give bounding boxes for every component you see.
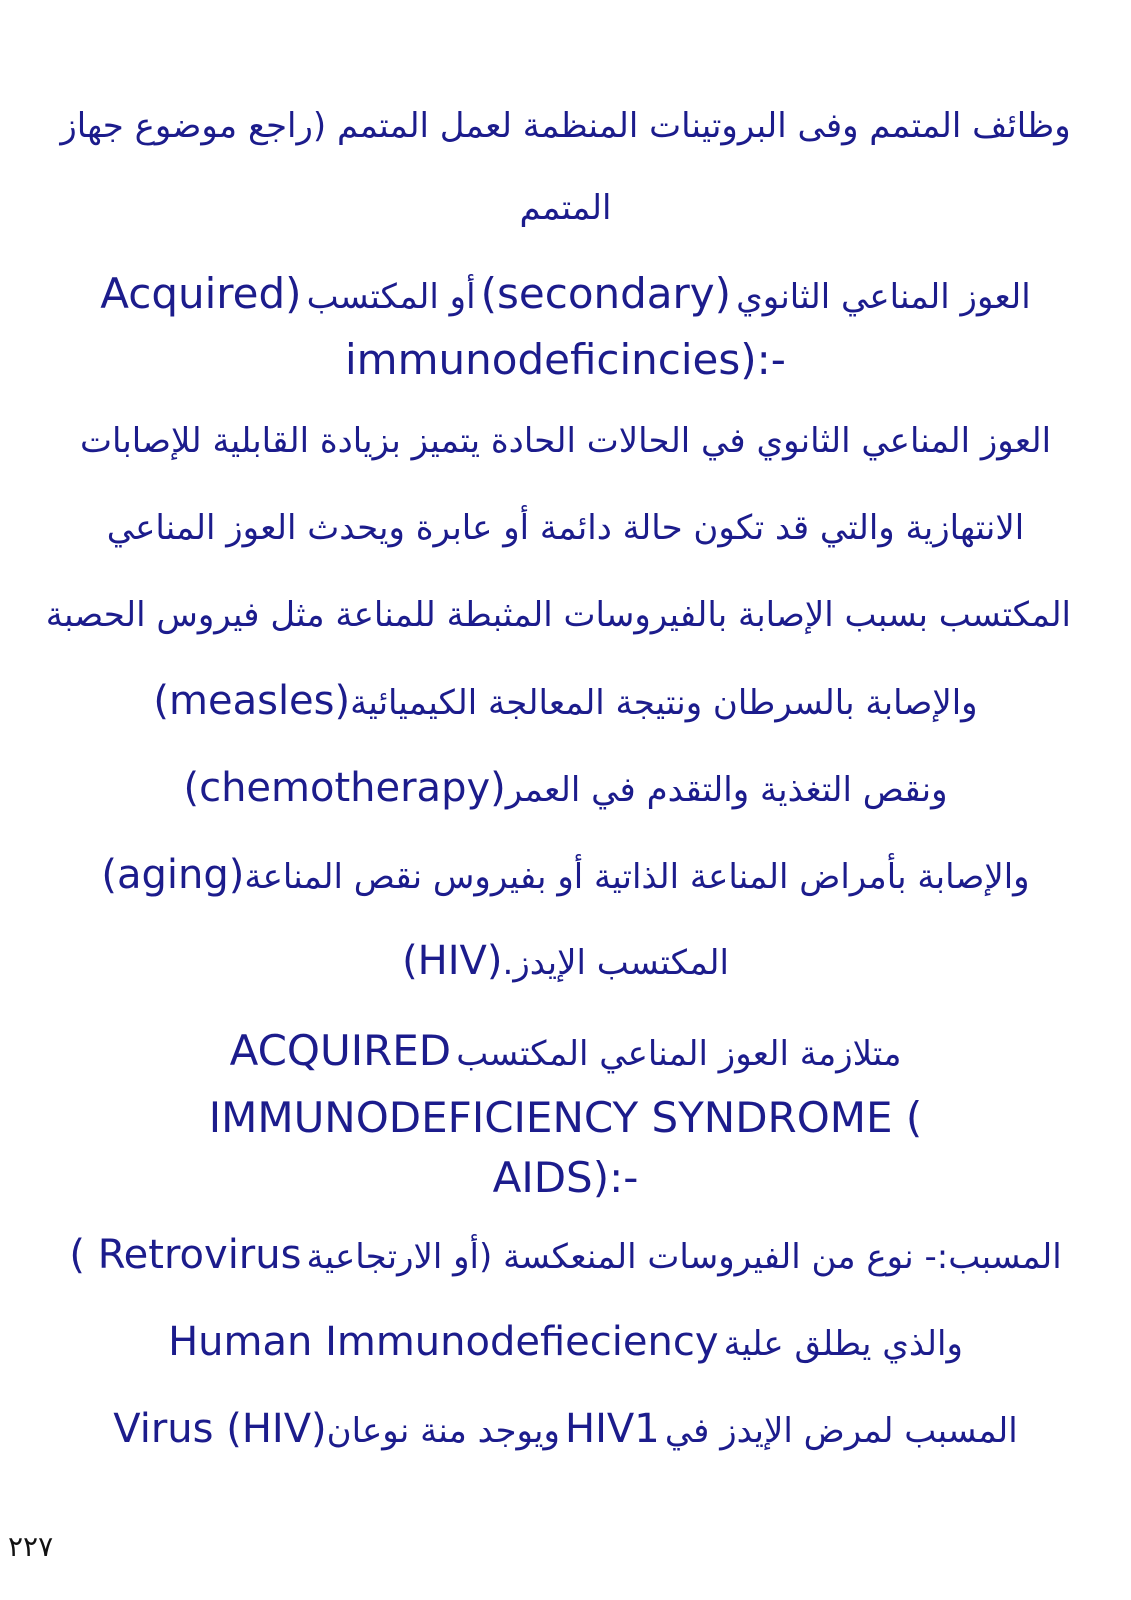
secondary-heading-en-1: (secondary) bbox=[480, 269, 732, 318]
intro-line-1: وظائف المتمم وفى البروتينات المنظمة لعمل المتمم (راجع موضوع جهاز bbox=[60, 106, 1071, 146]
cause-line-2 bbox=[60, 1319, 1071, 1367]
secondary-heading-ar-1: العوز المناعي الثانوي bbox=[736, 277, 1031, 317]
cause-line-3-ar-1: ويوجد منة نوعان bbox=[326, 1411, 560, 1451]
chemotherapy-term: (chemotherapy) bbox=[183, 765, 506, 811]
cause-line-3-ar-2: المسبب لمرض الإيدز في bbox=[664, 1411, 1018, 1451]
secondary-heading-line-1 bbox=[60, 268, 1071, 320]
hiv-term: (HIV) bbox=[402, 938, 503, 984]
page-number: ٢٢٧ bbox=[8, 1530, 54, 1563]
secondary-para-line-7 bbox=[60, 938, 1071, 986]
secondary-para-line-4 bbox=[60, 678, 1071, 726]
aids-heading-en: ACQUIRED bbox=[229, 1026, 452, 1075]
secondary-para-line-4-ar: والإصابة بالسرطان ونتيجة المعالجة الكيميائية bbox=[350, 683, 978, 723]
secondary-para-line-2: الانتهازية والتي قد تكون حالة دائمة أو عابرة ويحدث العوز المناعي bbox=[106, 508, 1025, 548]
hiv1-term: HIV1 bbox=[565, 1406, 660, 1452]
measles-term: (measles) bbox=[153, 678, 351, 724]
secondary-heading-en-2: (Acquired bbox=[100, 269, 302, 318]
cause-line-1-ar: المسبب:- نوع من الفيروسات المنعكسة (أو الارتجاعية bbox=[306, 1237, 1062, 1277]
aids-heading-line-1 bbox=[60, 1025, 1071, 1077]
secondary-para-line-5-ar: ونقص التغذية والتقدم في العمر bbox=[505, 770, 948, 810]
cause-line-2-ar: والذي يطلق علية bbox=[723, 1324, 963, 1364]
aids-heading-line-3: AIDS):- bbox=[492, 1153, 639, 1202]
secondary-heading-ar-2: أو المكتسب bbox=[306, 277, 476, 317]
aids-heading-line-2: IMMUNODEFICIENCY SYNDROME ( bbox=[208, 1093, 923, 1142]
cause-line-1 bbox=[60, 1232, 1071, 1280]
secondary-para-line-6-ar: والإصابة بأمراض المناعة الذاتية أو بفيروس نقص المناعة bbox=[244, 857, 1030, 897]
retrovirus-term: Retrovirus ) bbox=[69, 1232, 302, 1278]
secondary-para-line-5 bbox=[60, 765, 1071, 813]
secondary-heading-line-2: immunodeficincies):- bbox=[345, 335, 786, 384]
cause-line-3 bbox=[60, 1406, 1071, 1454]
aids-heading-ar: متلازمة العوز المناعي المكتسب bbox=[456, 1034, 902, 1074]
aging-term: (aging) bbox=[101, 852, 245, 898]
secondary-para-line-6 bbox=[60, 852, 1071, 900]
secondary-para-line-7-ar: المكتسب الإيدز. bbox=[502, 943, 729, 983]
intro-line-2: المتمم bbox=[519, 188, 612, 228]
secondary-para-line-1: العوز المناعي الثانوي في الحالات الحادة يتميز بزيادة القابلية للإصابات bbox=[79, 421, 1052, 461]
secondary-para-line-3: المكتسب بسبب الإصابة بالفيروسات المثبطة للمناعة مثل فيروس الحصبة bbox=[45, 595, 1071, 635]
hiv-fullname-term: Human Immunodefieciency bbox=[168, 1319, 719, 1365]
virus-hiv-term: Virus (HIV) bbox=[113, 1406, 327, 1452]
